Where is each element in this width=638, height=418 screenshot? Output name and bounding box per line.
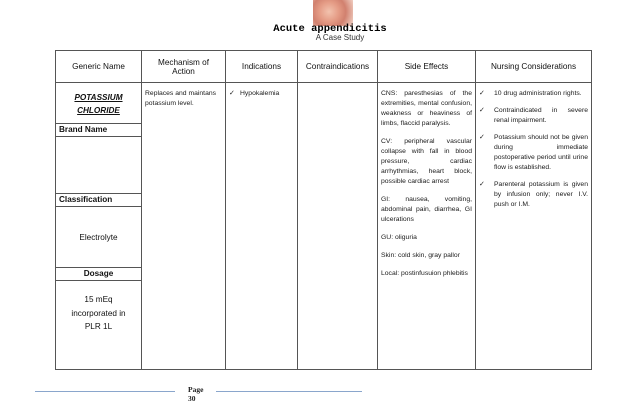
table-row [56,83,592,370]
document-subtitle: A Case Study [315,33,365,42]
generic-name-cell [56,83,142,370]
page-number: Page 30 [188,385,204,403]
column-header-side-effects: Side Effects [378,51,476,83]
classification-value: Electrolyte [79,232,118,242]
side-effect-item: Local: postinfusuion phlebitis [381,270,468,277]
footer-divider-right [216,391,362,392]
list-item: ✓ Contraindicated in severe renal impairment. [479,107,588,124]
mechanism-cell: Replaces and maintans potassium level. [142,83,226,370]
list-item: ✓ Potassium should not be given during immediate postoperative period until urine flow is established. [479,134,588,171]
footer-divider-left [35,391,175,392]
column-header-indications: Indications [226,51,298,83]
column-header-generic-name: Generic Name [56,51,142,83]
list-item: ✓ Parenteral potassium is given by infusion only; never I.V. push or I.M. [479,181,588,208]
list-item: ✓ 10 drug administration rights. [479,90,582,97]
drug-study-table [55,50,592,370]
side-effect-item: CNS: paresthesias of the extremities, mental confusion, weakness or heaviness of limbs, flaccid paralysis. [381,90,472,127]
checkmark-icon: ✓ [479,134,485,141]
side-effect-item: Skin: cold skin, gray pallor [381,252,460,259]
column-header-mechanism: Mechanism of Action [142,51,226,83]
column-header-nursing-considerations: Nursing Considerations [476,51,592,83]
document-title: Acute appendicitis [273,23,387,35]
brand-name-value [56,137,141,193]
side-effect-item: CV: peripheral vascular collapse with fall in blood pressure, cardiac arrhythmias, heart block, possible cardiac arrest [381,138,472,185]
nursing-considerations-cell [476,83,592,370]
checkmark-icon: ✓ [479,107,485,114]
side-effect-item: GI: nausea, vomiting, abdominal pain, diarrhea, GI ulcerations [381,196,472,223]
side-effects-cell [378,83,476,370]
indications-cell [226,83,298,370]
column-header-contraindications: Contraindications [298,51,378,83]
brand-name-label: Brand Name [56,123,141,137]
checkmark-icon: ✓ [479,90,485,97]
checkmark-icon: ✓ [229,90,235,97]
classification-label: Classification [56,193,141,207]
side-effect-item: GU: oliguria [381,234,417,241]
list-item: ✓ Hypokalemia [229,90,280,97]
dosage-label: Dosage [56,267,141,281]
contraindications-cell [298,83,378,370]
generic-drug-name: POTASSIUM CHLORIDE [74,93,123,115]
dosage-value: 15 mEq incorporated in PLR 1L [71,295,126,331]
checkmark-icon: ✓ [479,181,485,188]
table-header-row [56,51,592,83]
